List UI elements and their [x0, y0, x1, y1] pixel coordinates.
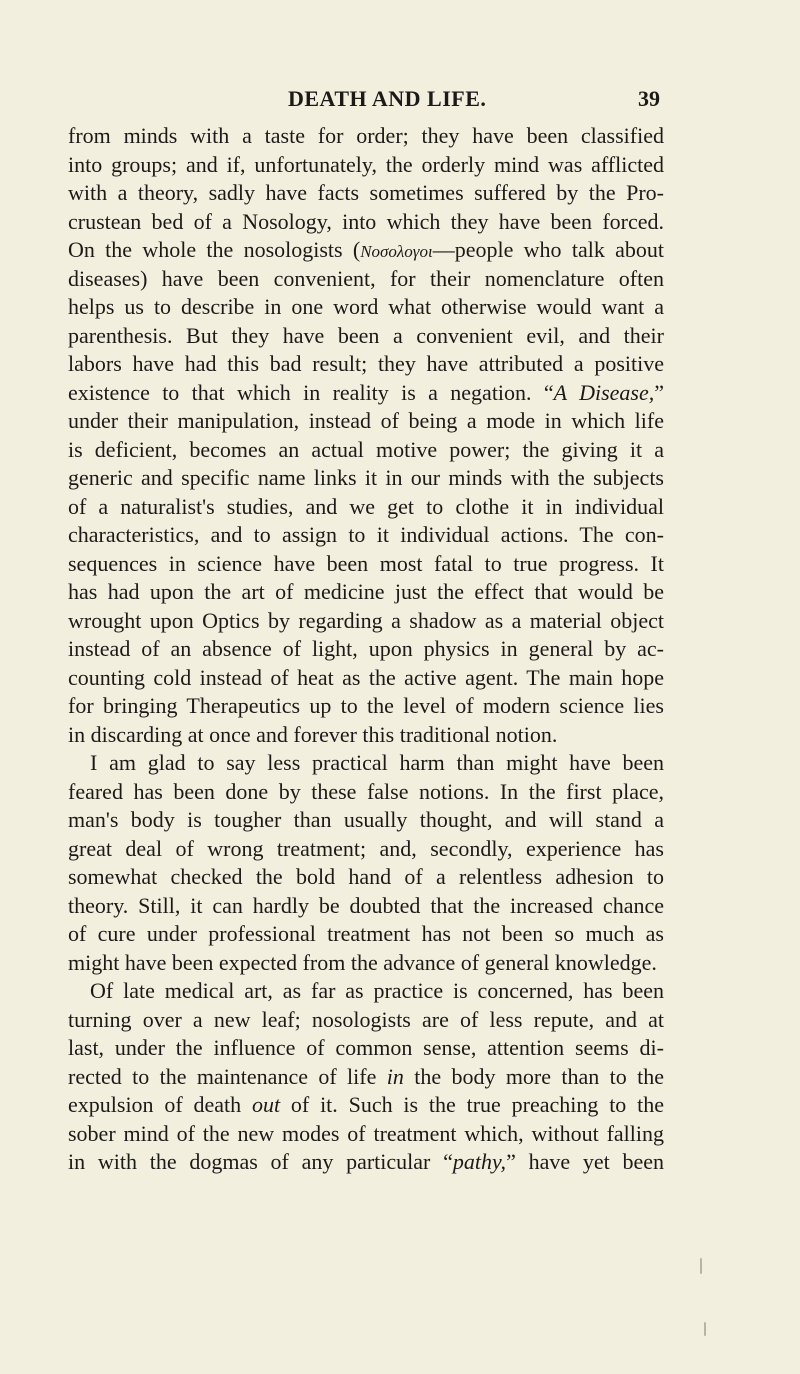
- text-segment: —people who talk about: [432, 237, 664, 262]
- text-line: [68, 236, 664, 265]
- greek-term: Νοσολογοι: [360, 242, 433, 261]
- text-line: of a naturalist's studies, and we get to clothe it in individual: [68, 493, 664, 519]
- text-line: [68, 1063, 664, 1092]
- text-line: sober mind of the new modes of treatment which, without falling: [68, 1120, 664, 1146]
- text-segment: existence to that which in reality is a negation. “: [68, 379, 554, 405]
- text-segment: of it. Such is the true preaching to the: [280, 1092, 664, 1117]
- text-line: [68, 1148, 664, 1177]
- page-number: 39: [638, 86, 660, 111]
- text-line: Of late medical art, as far as practice is concerned, has been: [90, 978, 664, 1003]
- running-head: [68, 86, 668, 116]
- text-line: labors have had this bad result; they have attributed a positive: [68, 351, 664, 376]
- text-line: from minds with a taste for order; they have been classified: [68, 123, 664, 148]
- text-line: [68, 1091, 664, 1120]
- text-line: for bringing Therapeutics up to the level of modern science lies: [68, 693, 664, 718]
- text-line: theory. Still, it can hardly be doubted that the increased chance: [68, 892, 664, 918]
- text-line: sequences in science have been most fatal to true progress. It: [68, 550, 664, 576]
- text-line: I am glad to say less practical harm than might have been: [90, 750, 664, 775]
- text-line: somewhat checked the bold hand of a relentless adhesion to: [68, 864, 664, 889]
- text-line: is deficient, becomes an actual motive power; the giving it a: [68, 436, 664, 462]
- text-line: in discarding at once and forever this traditional notion.: [68, 721, 558, 747]
- body-text: [68, 122, 664, 1177]
- text-segment: in with the dogmas of any particular “: [68, 1149, 453, 1174]
- text-line: might have been expected from the advance of general knowledge.: [68, 949, 657, 975]
- italic-term: out: [251, 1092, 281, 1117]
- text-line: helps us to describe in one word what otherwise would want a: [68, 294, 664, 319]
- text-line: last, under the influence of common sense, attention seems di-: [68, 1035, 664, 1060]
- text-line: under their manipulation, instead of being a mode in which life: [68, 408, 664, 433]
- text-line: has had upon the art of medicine just the effect that would be: [68, 579, 664, 604]
- running-title: DEATH AND LIFE.: [288, 86, 487, 111]
- text-segment: ” have yet been: [506, 1149, 664, 1174]
- text-line: generic and specific name links it in our minds with the subjects: [68, 465, 664, 490]
- italic-term: in: [386, 1063, 404, 1089]
- text-line: wrought upon Optics by regarding a shadow as a material object: [68, 607, 664, 633]
- paper-blemish: [700, 1258, 702, 1274]
- text-line: with a theory, sadly have facts sometimes suffered by the Pro-: [68, 180, 664, 205]
- text-segment: expulsion of death: [68, 1092, 252, 1117]
- text-line: of cure under professional treatment has not been so much as: [68, 921, 664, 946]
- text-line: counting cold instead of heat as the active agent. The main hope: [68, 664, 664, 690]
- text-line: diseases) have been convenient, for their nomenclature often: [68, 265, 664, 291]
- text-line: characteristics, and to assign to it individual actions. The con-: [68, 522, 664, 547]
- italic-term: A Disease,: [553, 379, 655, 405]
- paper-blemish: [704, 1322, 706, 1336]
- text-segment: ”: [654, 379, 664, 405]
- text-line: man's body is tougher than usually thought, and will stand a: [68, 807, 664, 832]
- text-segment: rected to the maintenance of life: [68, 1063, 387, 1089]
- text-line: instead of an absence of light, upon physics in general by ac-: [68, 636, 664, 661]
- text-line: feared has been done by these false notions. In the first place,: [68, 778, 664, 804]
- text-line: crustean bed of a Nosology, into which they have been forced.: [68, 208, 664, 234]
- text-segment: the body more than to the: [403, 1063, 664, 1089]
- text-line: turning over a new leaf; nosologists are of less repute, and at: [68, 1006, 664, 1032]
- text-line: parenthesis. But they have been a convenient evil, and their: [68, 322, 664, 348]
- text-segment: On the whole the nosologists (: [68, 237, 361, 262]
- text-line: [68, 379, 664, 408]
- text-line: into groups; and if, unfortunately, the orderly mind was afflicted: [68, 151, 664, 177]
- italic-term: pathy,: [452, 1149, 507, 1174]
- text-line: great deal of wrong treatment; and, secondly, experience has: [68, 835, 664, 861]
